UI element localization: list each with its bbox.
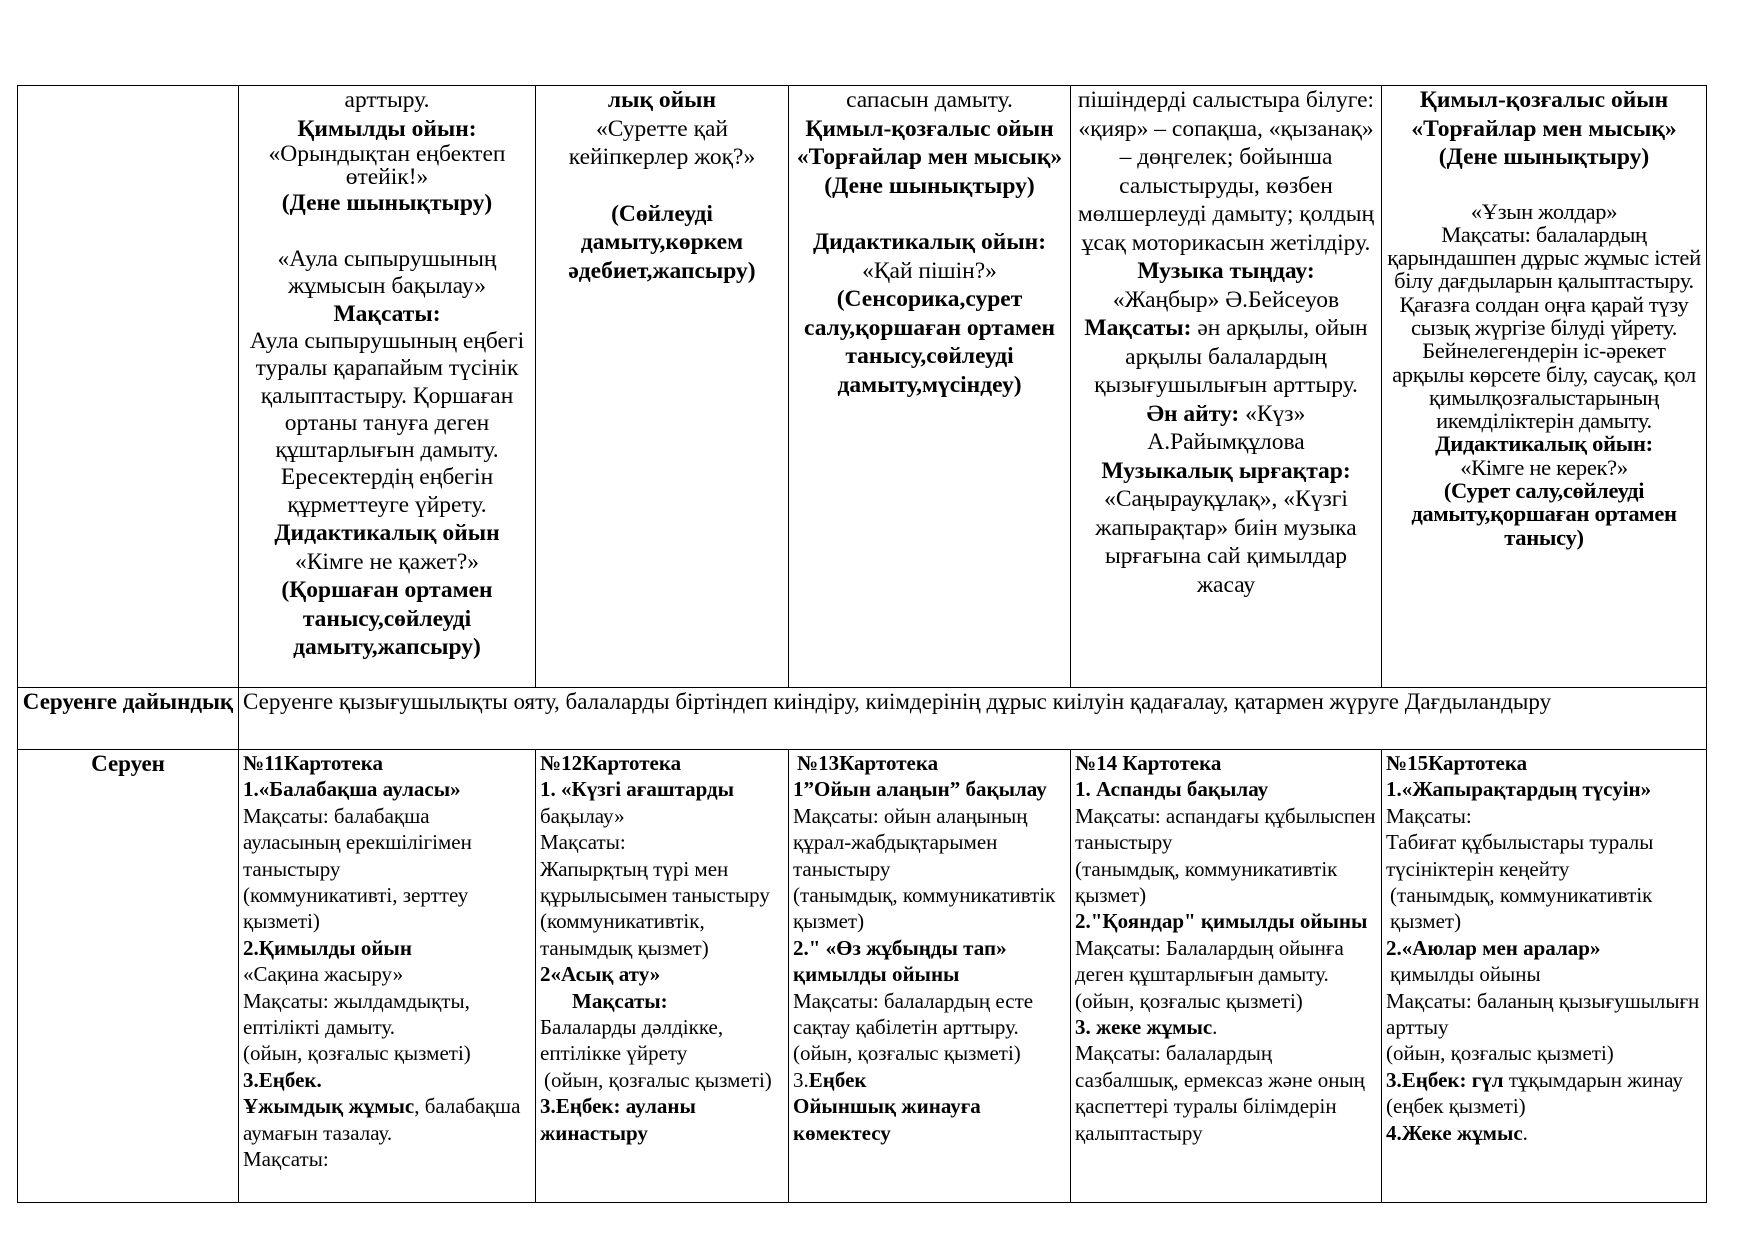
didactic-title: Дидактикалық ойын: <box>1435 431 1653 457</box>
item-goal: Мақсаты: аспандағы құбылыспен таныстыру <box>1075 803 1376 855</box>
item-activity: (танымдық, коммуникативтік қызмет) <box>793 883 1056 934</box>
item-activity: (еңбек қызметі) <box>1386 1094 1526 1119</box>
goal-label: Мақсаты: <box>572 988 668 1013</box>
walk-day2-cell <box>536 750 789 1203</box>
walk-prep-label: Серуенге дайындық <box>18 688 239 750</box>
activities-row <box>18 86 1707 688</box>
item-activity: (ойын, қозғалыс қызметі) <box>243 1041 471 1066</box>
item-goal: Мақсаты: балалардың есте сақтау қабілетін арттыру. <box>793 988 1034 1040</box>
didactic-name: «Кімге не қажет?» <box>295 548 479 575</box>
item-title: 2.«Аюлар мен аралар» <box>1386 935 1601 960</box>
game-name: «Орындықтан еңбектеп өтейік!» <box>268 141 506 190</box>
item-title: 2«Асық ату» <box>540 962 661 987</box>
item-title: 1.«Балабақша ауласы» <box>243 777 461 802</box>
game-areas: (Сөйлеуді дамыту,көркем әдебиет,жапсыру) <box>568 200 756 284</box>
card-number: №14 Картотека <box>1075 751 1222 775</box>
day5-activities-cell <box>1382 86 1707 688</box>
item-title: 3.Еңбек. <box>243 1067 322 1092</box>
card-number: №12Картотека <box>540 751 682 775</box>
item-title: 2." «Өз жұбыңды тап» қимылды ойыны <box>793 935 1007 987</box>
item-activity: (ойын, қозғалыс қызметі) <box>793 1041 1021 1066</box>
item-text: Ойыншық жинауға көмектесу <box>793 1094 981 1145</box>
goal-label: Мақсаты: <box>1386 803 1472 828</box>
walk-row <box>18 750 1707 1203</box>
didactic-areas: (Қоршаған ортамен танысу,сөйлеуді дамыту,жапсыру) <box>281 577 493 661</box>
game-area: (Дене шынықтыру) <box>824 172 1035 199</box>
item-subtitle: Ұжымдық жұмыс <box>243 1094 415 1119</box>
item-goal: Жапырқтың түрі мен құрылысымен таныстыру <box>540 856 770 908</box>
card-number: №11Картотека <box>243 751 383 775</box>
item-title: 1”Ойын алаңын” бақылау <box>793 777 1047 802</box>
game-title: Қимыл-қозғалыс ойын «Торғайлар мен мысық» <box>796 115 1063 170</box>
day2-activities-cell <box>536 86 789 688</box>
item-goal: Мақсаты: жылдамдықты, ептілікті дамыту. <box>243 988 470 1040</box>
item-title: Еңбек <box>808 1067 867 1092</box>
item-number: 3. <box>793 1067 809 1092</box>
item-activity: (коммуникативтік, танымдық қызмет) <box>540 909 709 960</box>
item-title: 1.«Жапырақтардың түсуін» <box>1386 777 1652 802</box>
song-name: «Күз» <box>1245 400 1306 427</box>
item-title: 2.Қимылды ойын <box>243 935 412 960</box>
music-name: «Жаңбыр» Ә.Бейсеуов <box>1112 286 1340 313</box>
walk-prep-row <box>18 688 1707 750</box>
continuation-text: арттыру. <box>344 87 430 113</box>
song-label: Ән айту: <box>1146 400 1240 427</box>
item-title: 4.Жеке жұмыс <box>1386 1120 1523 1145</box>
item-title: 2."Қояндар" қимылды ойыны <box>1075 909 1368 934</box>
game-area: (Дене шынықтыру) <box>281 190 493 216</box>
goal-text: Мақсаты: балалардың қарындашпен дұрыс жұмыс істей білу дағдыларын қалыптастыру. Қағазға солдан оңға қарай түзу сызық жүргізе білуді үйрету. Бейнелегендерін іс-әрекет арқылы көрсете білу, саусақ, қол қимылқозғалыстарының икемділіктерін дамыту. <box>1387 221 1701 434</box>
walk-day4-cell: №14 Картотека 1. Аспанды бақылау Мақсаты: аспандағы құбылыспен таныстыру (танымдық, коммуникативтік қызмет) 2."Қояндар" қимылды ойыны Мақсаты: Балалардың ойынға деген құштарлығын дамыту. (ойын, қозғалыс қызметі) 3. жеке жұмыс. Мақсаты: балалардың сазбалшық, ермексаз және оның қаспеттері туралы білімдерін қалыптастыру <box>1071 750 1382 1203</box>
walk-prep-text: Серуенге қызығушылықты ояту, балаларды біртіндеп киіндіру, киімдерінің дұрыс киілуін қадағалау, қатармен жүруге Дағдыландыру <box>239 688 1707 750</box>
item-name: «Сақина жасыру» <box>243 962 404 987</box>
didactic-description: пішіндерді салыстыра білуге: «қияр» – сопақша, «қызанақ» – дөңгелек; бойынша салыстыруды, көзбен мөлшерлеуді дамыту; қолдың ұсақ моторикасын жетілдіру. <box>1077 87 1375 256</box>
card-number: №15Картотека <box>1386 751 1528 775</box>
continuation-text: лық ойын <box>607 87 717 113</box>
row-label-empty <box>18 86 239 688</box>
daily-plan-table <box>17 85 1707 1203</box>
rhythm-title: Музыкалық ырғақтар: <box>1101 457 1351 484</box>
item-goal: Мақсаты: Балалардың ойынға деген құштарлығын дамыту. <box>1075 935 1344 987</box>
item-goal: Мақсаты: балабақша ауласының ерекшілігімен таныстыру <box>243 803 472 881</box>
game-title: Қимылды ойын: <box>297 115 477 142</box>
didactic-name: «Кімге не керек?» <box>1460 454 1628 480</box>
walk-day3-cell <box>789 750 1071 1203</box>
exercise-name: «Ұзын жолдар» <box>1470 198 1618 224</box>
game-name: «Суретте қай кейіпкерлер жоқ?» <box>568 115 756 170</box>
item-title: 3. жеке жұмыс <box>1075 1015 1213 1040</box>
game-area: (Дене шынықтыру) <box>1438 144 1650 170</box>
item-goal: Мақсаты: <box>243 1147 329 1172</box>
item-goal: Балаларды дәлдікке, ептілікке үйрету <box>540 1015 724 1066</box>
item-activity: (танымдық, коммуникативтік қызмет) <box>1075 856 1338 908</box>
item-goal: Мақсаты: баланың қызығушылығн арттыу <box>1386 988 1700 1040</box>
day1-activities-cell <box>239 86 536 688</box>
item-title-rest: бақылау» <box>540 803 625 828</box>
item-activity: (ойын, қозғалыс қызметі) <box>1386 1041 1614 1066</box>
didactic-title: Дидактикалық ойын <box>274 520 500 547</box>
item-goal: Мақсаты: ойын алаңының құрал-жабдықтарымен таныстыру <box>793 803 1028 881</box>
observation-name: «Аула сыпырушының жұмысын бақылау» <box>277 245 497 299</box>
rhythm-text: «Саңырауқұлақ», «Күзгі жапырақтар» биін музыка ырғағына сай қимылдар жасау <box>1095 486 1357 598</box>
didactic-areas: (Сурет салу,сөйлеуді дамыту,қоршаған ортамен танысу) <box>1411 478 1677 550</box>
goal-text: Аула сыпырушының еңбегі туралы қарапайым түсінік қалыптастыру. Қоршаған ортаны тануға деген құштарлығын дамыту. Ересектердің еңбегін құрметтеуге үйрету. <box>249 328 525 518</box>
item-activity: (ойын, қозғалыс қызметі) <box>544 1067 772 1092</box>
item-goal: Табиғат құбылыстары туралы түсініктерін кеңейту <box>1386 830 1654 881</box>
didactic-name: «Қай пішін?» <box>862 257 997 284</box>
didactic-title: Дидактикалық ойын: <box>812 229 1047 255</box>
item-title: 1. «Күзгі ағаштарды <box>540 777 735 802</box>
walk-label: Серуен <box>18 750 239 1203</box>
item-goal: Мақсаты: балалардың сазбалшық, ермексаз және оның қаспеттері туралы білімдерін қалыптастыру <box>1075 1041 1365 1145</box>
item-activity: (ойын, қозғалыс қызметі) <box>1075 988 1303 1013</box>
walk-day5-cell: №15Картотека 1.«Жапырақтардың түсуін» Мақсаты: Табиғат құбылыстары туралы түсініктерін кеңейту (танымдық, коммуникативтік қызмет) 2.«Аюлар мен аралар» қимылды ойыны Мақсаты: баланың қызығушылығн арттыу (ойын, қозғалыс қызметі) 3.Еңбек: гүл тұқымдарын жинау (еңбек қызметі) 4.Жеке жұмыс. <box>1382 750 1707 1203</box>
game-title: Қимыл-қозғалыс ойын «Торғайлар мен мысық» <box>1411 87 1677 142</box>
item-title: 3.Еңбек: ауланы жинастыру <box>540 1094 696 1145</box>
item-text: , балабақша аумағын тазалау. <box>243 1094 521 1145</box>
item-title-rest: қимылды ойыны <box>1390 962 1541 987</box>
item-title: 3.Еңбек: гүл <box>1386 1067 1504 1092</box>
item-activity: (коммуникативті, зерттеу қызметі) <box>243 883 469 934</box>
item-title: 1. Аспанды бақылау <box>1075 777 1269 802</box>
goal-label: Мақсаты: <box>1084 315 1192 341</box>
goal-label: Мақсаты: <box>333 300 441 327</box>
day4-activities-cell <box>1071 86 1382 688</box>
continuation-text: сапасын дамыту. <box>846 87 1013 113</box>
goal-text: ән арқылы, ойын арқылы балалардың қызығушылығын арттыру. <box>1094 315 1368 398</box>
goal-label: Мақсаты: <box>540 830 626 855</box>
item-text: тұқымдарын жинау <box>1508 1067 1683 1092</box>
song-author: А.Райымқұлова <box>1147 429 1305 455</box>
walk-day1-cell <box>239 750 536 1203</box>
day3-activities-cell <box>789 86 1071 688</box>
item-activity: (танымдық, коммуникативтік қызмет) <box>1390 883 1653 934</box>
didactic-areas: (Сенсорика,сурет салу,қоршаған ортамен танысу,сөйлеуді дамыту,мүсіндеу) <box>804 286 1055 398</box>
card-number: №13Картотека <box>797 751 939 775</box>
music-title: Музыка тыңдау: <box>1137 258 1315 284</box>
